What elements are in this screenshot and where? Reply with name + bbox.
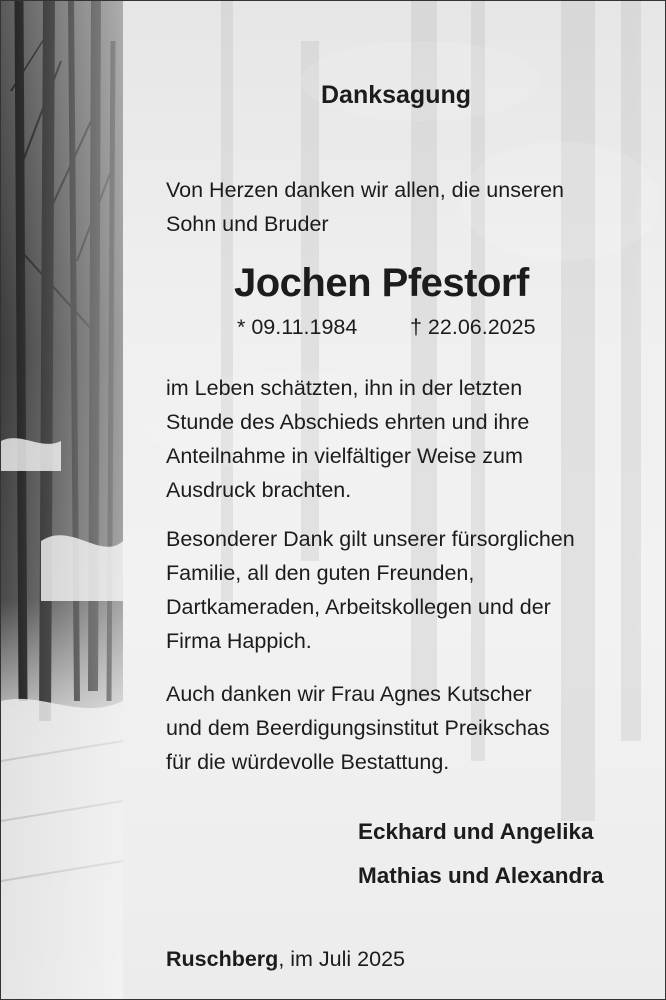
heading: Danksagung [320, 81, 472, 109]
paragraph-line: für die würdevolle Bestattung. [166, 750, 450, 774]
paragraph-line: Firma Happich. [166, 629, 312, 653]
paragraph-line: Auch danken wir Frau Agnes Kutscher [166, 682, 532, 706]
place-date-line [166, 947, 405, 972]
paragraph-line: Dartkameraden, Arbeitskollegen und der [166, 595, 551, 619]
intro-line: Von Herzen danken wir allen, die unseren [166, 178, 565, 202]
paragraph-line: Familie, all den guten Freunden, [166, 561, 475, 585]
death-date: † 22.06.2025 [410, 315, 536, 339]
paragraph-2 [166, 522, 575, 658]
date-text: , im Juli 2025 [278, 947, 405, 971]
intro-text [166, 173, 564, 241]
signature-line: Eckhard und Angelika [358, 819, 594, 844]
paragraph-line: Besonderer Dank gilt unserer fürsorglichen [166, 527, 575, 551]
paragraph-line: im Leben schätzten, ihn in der letzten [166, 376, 523, 400]
paragraph-line: Ausdruck brachten. [166, 478, 352, 502]
paragraph-line: Stunde des Abschieds ehrten und ihre [166, 410, 530, 434]
paragraph-3 [166, 677, 550, 779]
deceased-name: Jochen Pfestorf [234, 261, 529, 305]
place-name: Ruschberg [166, 947, 279, 971]
signature-line: Mathias und Alexandra [358, 863, 604, 888]
paragraph-1 [166, 371, 529, 507]
paragraph-line: und dem Beerdigungsinstitut Preikschas [166, 716, 550, 740]
birth-date: * 09.11.1984 [237, 315, 358, 339]
paragraph-line: Anteilnahme in vielfältiger Weise zum [166, 444, 523, 468]
intro-line: Sohn und Bruder [166, 212, 329, 236]
